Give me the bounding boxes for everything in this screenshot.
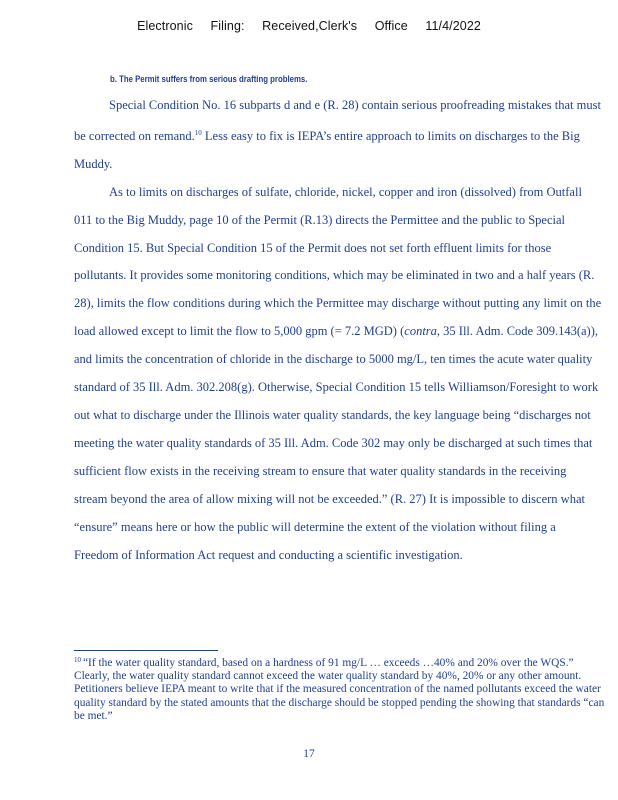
- footnote-reference[interactable]: 10: [194, 128, 202, 137]
- footnote: [74, 654, 608, 723]
- section-heading: b. The Permit suffers from serious drafting problems.: [110, 74, 308, 85]
- footnote-text: “If the water quality standard, based on a hardness of 91 mg/L … exceeds …40% and 20% over the WQS.” Clearly, the water quality standard cannot exceed the water quality standard by 40%, 20% or any other amount. Petitioners believe IEPA meant to write that if the measured concentration of the named pollutants exceed the water quality standard by the stated amounts that the discharge should be stopped pending the showing that standards “can be met.”: [74, 657, 605, 722]
- paragraph-text: 35 Ill. Adm. Code 309.143(a)), and limits the concentration of chloride in the discharge to 5000 mg/L, ten times the acute water quality standard of 35 Ill. Adm. 302.208(g). Otherwise, Special Condition 15 tells Williamson/Foresight to work out what to discharge under the Illinois water quality standards, the key language being “discharges not meeting the water quality standards of 35 Ill. Adm. Code 302 may only be discharged at such times that sufficient flow exists in the receiving stream to ensure that water quality standards in the receiving stream beyond the area of allow mixing will not be exceeded.” (R. 27) It is impossible to discern what “ensure” means here or how the public will determine the extent of the violation without filing a Freedom of Information Act request and conducting a scientific investigation.: [74, 324, 599, 562]
- document-body: [74, 92, 602, 569]
- footnote-number: 10: [74, 656, 81, 664]
- paragraph-drafting-problems: [74, 92, 602, 179]
- stamp-part: Received,Clerk's: [262, 19, 358, 33]
- page-number: 17: [303, 748, 315, 760]
- paragraph-discharge-limits: [74, 179, 602, 570]
- stamp-part: Office: [374, 19, 408, 33]
- stamp-part: Electronic: [137, 19, 193, 33]
- paragraph-text: Special Condition No. 16 subparts d and e (R. 28) contain serious proofreading mistakes that must be corrected on remand.: [74, 98, 601, 143]
- footnote-divider: [74, 650, 218, 651]
- electronic-filing-stamp: [0, 19, 618, 33]
- paragraph-text: As to limits on discharges of sulfate, chloride, nickel, copper and iron (dissolved) from Outfall 011 to the Big Muddy, page 10 of the Permit (R.13) directs the Permittee and the public to Special Condition 15. But Special Condition 15 of the Permit does not set forth effluent limits for those pollutants. It provides some monitoring conditions, which may be eliminated in two and a half years (R. 28), limits the flow conditions during which the Permittee may discharge without putting any limit on the load allowed except to limit the flow to 5,000 gpm (= 7.2 MGD) (: [74, 184, 602, 339]
- stamp-part: Filing:: [210, 19, 245, 33]
- italic-citation: contra,: [404, 324, 441, 339]
- stamp-date: 11/4/2022: [425, 19, 481, 33]
- paragraph-text: Less easy to fix is IEPA’s entire approach to limits on discharges to the Big Muddy.: [74, 128, 580, 171]
